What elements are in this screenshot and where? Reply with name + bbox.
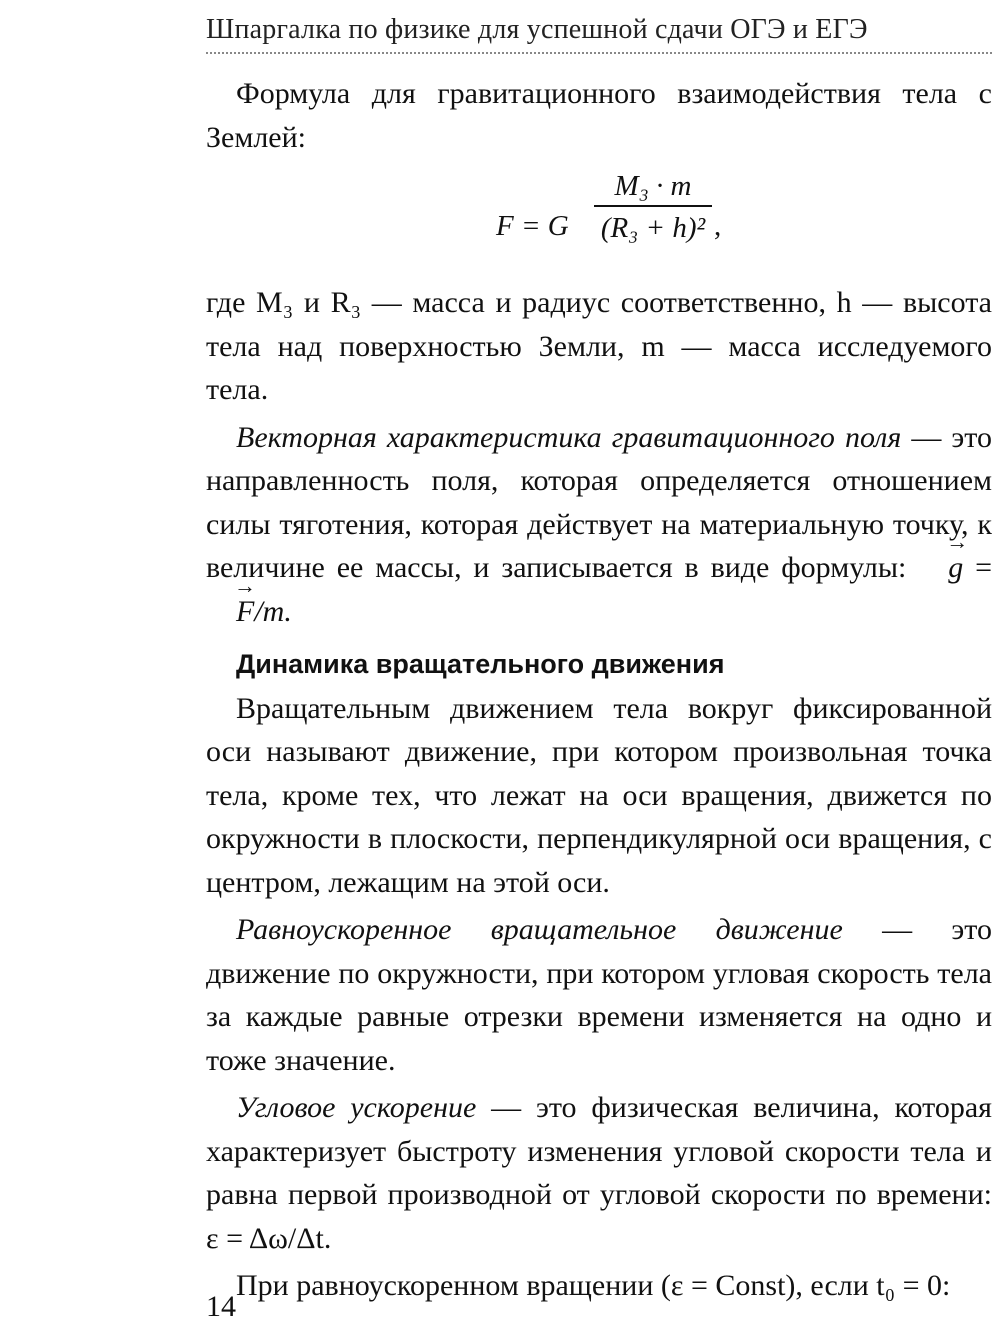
- term-vector-field: Векторная характеристика гравитационного поля: [236, 420, 902, 454]
- paragraph-uniform-rotation-text: — это движение по окружности, при котором угловая скорость тела за каждые равные отрезки времени изменяется на одно и тоже значение.: [206, 913, 992, 1077]
- header-rule: [206, 52, 992, 54]
- paragraph-angular-acceleration: [206, 1086, 992, 1260]
- paragraph-angular-acceleration-text: — это физическая величина, которая характеризует быстроту изменения угловой скорости тела и равна первой производной от угловой скорости по времени: ε = Δω/Δt.: [206, 1091, 992, 1255]
- running-head: Шпаргалка по физике для успешной сдачи ОГЭ и ЕГЭ: [206, 14, 868, 45]
- formula-eq: =: [963, 551, 992, 584]
- paragraph-vector-field-text: — это направленность поля, которая определяется отношением силы тяготения, которая действует на материальную точку, к величине ее массы, и записывается в виде формулы:: [206, 420, 992, 584]
- page-body: [206, 72, 992, 1308]
- formula-gravity: [206, 159, 992, 281]
- vector-g: → g: [918, 546, 963, 590]
- paragraph-uniform-rotation: [206, 908, 992, 1082]
- vector-F: → F: [206, 590, 254, 634]
- formula-tail: /m.: [254, 594, 292, 628]
- section-heading: Динамика вращательного движения: [236, 649, 725, 679]
- formula-lhs: F = G: [496, 210, 569, 242]
- term-uniform-rotation: Равноускоренное вращательное движение: [236, 913, 843, 946]
- paragraph-rotational-motion: Вращательным движением тела вокруг фиксированной оси называют движение, при котором произвольная точка тела, кроме тех, что лежат на оси вращения, движется по окружности в плоскости, перпендикулярной оси вращения, с центром, лежащим на этой оси.: [206, 691, 992, 899]
- page-number: 14: [206, 1290, 236, 1323]
- paragraph-uniform-acceleration: При равноускоренном вращении (ε = Const), если t₀ = 0:: [236, 1269, 951, 1302]
- paragraph-where: где M₃ и R₃ — масса и радиус соответственно, h — высота тела над поверхностью Земли, m — масса исследуемого тела.: [206, 286, 992, 406]
- paragraph-gravity-formula-intro: Формула для гравитационного взаимодействия тела с Землей:: [206, 77, 992, 154]
- term-angular-acceleration: Угловое ускорение: [236, 1091, 477, 1124]
- formula-comma: ,: [714, 210, 722, 242]
- formula-denominator: (R₃ + h)²: [600, 212, 706, 244]
- formula-numerator: M₃ · m: [614, 170, 692, 202]
- paragraph-vector-field: [206, 416, 992, 634]
